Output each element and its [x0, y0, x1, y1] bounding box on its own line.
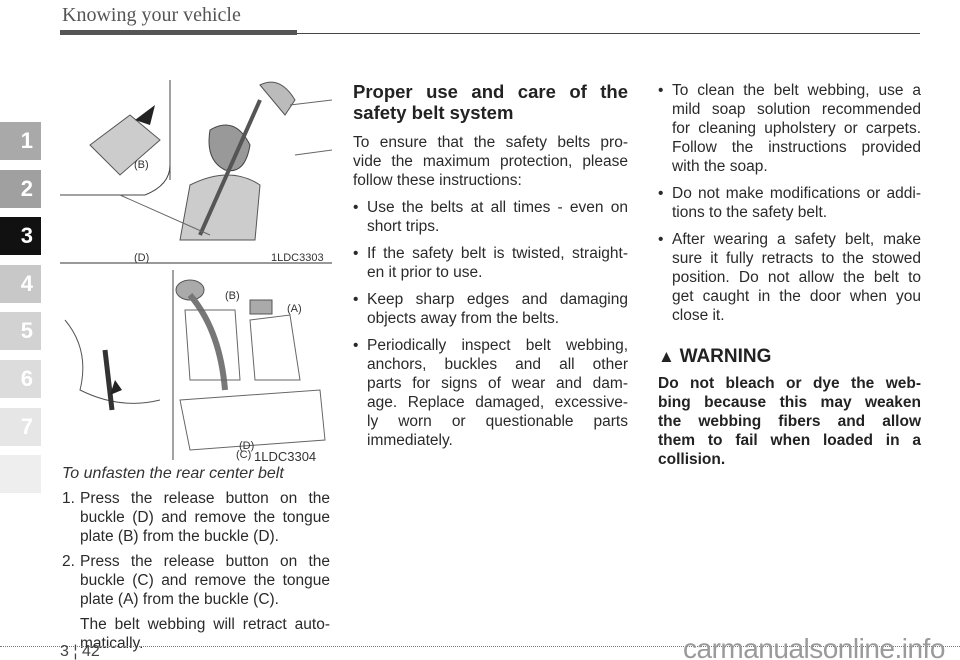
text-line: matically.: [80, 635, 144, 652]
text-line: collision.: [658, 451, 726, 468]
text-line: bing because this may weaken: [658, 394, 921, 411]
text-line: objects away from the belts.: [367, 310, 560, 327]
text-line: vide the maximum protection, please: [353, 153, 628, 170]
section-heading: [353, 81, 628, 123]
text-line: Periodically inspect belt webbing,: [367, 337, 628, 354]
figure2-code: 1LDC3304: [254, 449, 317, 464]
chapter-tab-5[interactable]: 5: [0, 312, 41, 350]
warning-body: [658, 374, 921, 469]
proper-use-section: [353, 81, 628, 458]
step-note: [62, 615, 330, 653]
figure2-label-b: (B): [225, 290, 240, 302]
text-line: close it.: [672, 307, 725, 324]
bullet-item: [353, 290, 628, 328]
bullet-item: [658, 81, 921, 176]
section-title: Knowing your vehicle: [62, 4, 241, 26]
chapter-tab-7[interactable]: 7: [0, 408, 41, 446]
figure1-label-d: (D): [134, 252, 150, 264]
figure1-code: 1LDC3303: [271, 252, 324, 264]
figure2-label-a: (A): [287, 303, 302, 315]
header-bar: [60, 30, 297, 35]
bullet-dot: •: [353, 199, 359, 216]
bullet-dot: •: [353, 337, 359, 354]
bullet-dot: •: [658, 185, 664, 202]
figure2-label-d: (D): [239, 440, 255, 452]
bullet-item: [658, 184, 921, 222]
unfasten-steps: [62, 489, 330, 660]
text-line: Proper use and care of the: [353, 81, 628, 102]
text-line: position. Do not allow the belt to: [672, 269, 921, 286]
text-line: immediately.: [367, 432, 453, 449]
text-line: en it prior to use.: [367, 264, 483, 281]
figure1-label-b: (B): [134, 159, 149, 171]
chapter-tab-2[interactable]: 2: [0, 170, 41, 208]
text-line: the webbing fibers and allow: [658, 413, 921, 430]
chapter-tab-blank[interactable]: [0, 455, 41, 493]
text-line: If the safety belt is twisted, straight-: [367, 245, 628, 262]
chapter-tab-4[interactable]: 4: [0, 265, 41, 303]
step-item: [62, 489, 330, 546]
text-line: buckle (C) and remove the tongue: [80, 572, 330, 589]
care-section: [658, 81, 921, 469]
watermark: carmanualsonline.info: [683, 633, 945, 660]
chapter-tab-6[interactable]: 6: [0, 360, 41, 398]
bullet-item: [353, 244, 628, 282]
text-line: buckle (D) and remove the tongue: [80, 509, 330, 526]
text-line: To clean the belt webbing, use a: [672, 82, 921, 99]
text-line: Press the release button on the: [80, 490, 330, 507]
text-line: To ensure that the safety belts pro-: [353, 134, 628, 151]
text-line: Follow the instructions provided: [672, 139, 921, 156]
text-line: Press the release button on the: [80, 553, 330, 570]
intro-paragraph: [353, 133, 628, 190]
text-line: Do not make modifications or addi-: [672, 185, 921, 202]
text-line: The belt webbing will retract auto-: [80, 616, 330, 633]
header-rule: [297, 33, 920, 34]
text-line: tions to the safety belt.: [672, 204, 828, 221]
text-line: short trips.: [367, 218, 440, 235]
text-line: plate (B) from the buckle (D).: [80, 528, 279, 545]
bullet-item: [353, 336, 628, 450]
bullet-dot: •: [353, 245, 359, 262]
figure-front-seat-belt: [60, 75, 332, 270]
text-line: Use the belts at all times - even on: [367, 199, 628, 216]
text-line: mild soap solution recommended: [672, 101, 921, 118]
bullet-dot: •: [353, 291, 359, 308]
text-line: plate (A) from the buckle (C).: [80, 591, 279, 608]
text-line: ly worn or questionable parts: [367, 413, 628, 430]
text-line: follow these instructions:: [353, 172, 522, 189]
figure-rear-center-belt: [60, 270, 332, 460]
step-number: 1.: [62, 490, 75, 507]
text-line: anchors, buckles and all other: [367, 356, 628, 373]
text-line: Keep sharp edges and damaging: [367, 291, 628, 308]
step-number: 2.: [62, 553, 75, 570]
warning-heading: [658, 347, 921, 366]
bullet-item: [658, 230, 921, 325]
chapter-tab-3[interactable]: 3: [0, 217, 41, 255]
text-line: get caught in the door when you: [672, 288, 921, 305]
text-line: parts for signs of wear and dam-: [367, 375, 628, 392]
text-line: age. Replace damaged, excessive-: [367, 394, 628, 411]
text-line: safety belt system: [353, 102, 514, 123]
figure2-label-c: (C): [236, 449, 252, 461]
chapter-tab-1[interactable]: 1: [0, 122, 41, 160]
page-number: 3 ¦ 42: [60, 643, 100, 660]
text-line: Do not bleach or dye the web-: [658, 375, 921, 392]
text-line: with the soap.: [672, 158, 768, 175]
warning-title: WARNING: [679, 346, 772, 367]
text-line: sure it fully retracts to the stowed: [672, 250, 921, 267]
procedure-caption: To unfasten the rear center belt: [62, 465, 284, 482]
text-line: After wearing a safety belt, make: [672, 231, 921, 248]
bullet-dot: •: [658, 231, 664, 248]
text-line: them to fail when loaded in a: [658, 432, 921, 449]
bullet-dot: •: [658, 82, 664, 99]
warning-triangle-icon: ▲: [658, 347, 680, 366]
bullet-item: [353, 198, 628, 236]
step-item: [62, 552, 330, 609]
text-line: for cleaning upholstery or carpets.: [672, 120, 921, 137]
